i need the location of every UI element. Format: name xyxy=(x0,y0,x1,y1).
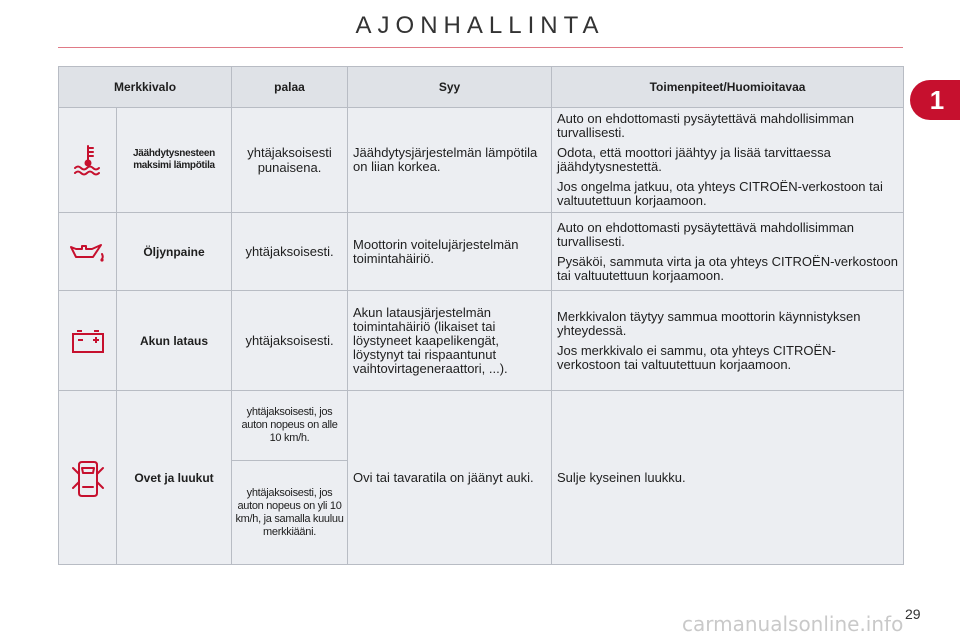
indicator-name: Ovet ja luukut xyxy=(117,391,232,565)
lights-condition: yhtäjaksoisesti. xyxy=(232,291,348,391)
header-action: Toimenpiteet/Huomioitavaa xyxy=(552,67,904,108)
header-lights: palaa xyxy=(232,67,348,108)
lights-condition: yhtäjaksoisesti, jos auton nopeus on alle 10 km/h. xyxy=(232,391,348,461)
oil-pressure-icon xyxy=(69,240,107,264)
action-line: Jos merkkivalo ei sammu, ota yhteys CITROËN-verkostoon tai valtuutettuun korjaamoon. xyxy=(557,342,836,372)
indicator-name: Jäähdytysnesteen maksimi lämpötila xyxy=(117,108,232,213)
lights-condition: yhtäjaksoisesti punaisena. xyxy=(232,108,348,213)
title-divider xyxy=(58,47,903,48)
page-number: 29 xyxy=(905,606,921,622)
action-line: Pysäköi, sammuta virta ja ota yhteys CITROËN-verkostoon tai valtuutettuun korjaamoon. xyxy=(557,253,899,283)
action-line: Auto on ehdottomasti pysäytettävä mahdollisimman turvallisesti. xyxy=(557,111,855,140)
table-row xyxy=(59,108,904,213)
table-row xyxy=(59,291,904,391)
action-text: Sulje kyseinen luukku. xyxy=(552,391,904,565)
action-line: Jos ongelma jatkuu, ota yhteys CITROËN-verkostoon tai valtuutettuun korjaamoon. xyxy=(557,179,883,208)
lights-condition: yhtäjaksoisesti. xyxy=(232,213,348,291)
chapter-tab[interactable]: 1 xyxy=(910,80,960,120)
action-line: Odota, että moottori jäähtyy ja lisää tarvittaessa jäähdytysnestettä. xyxy=(557,145,831,174)
header-cause: Syy xyxy=(348,67,552,108)
coolant-temperature-icon xyxy=(71,143,105,177)
action-line: Merkkivalon täytyy sammua moottorin käynnistyksen yhteydessä. xyxy=(557,308,861,338)
icon-cell xyxy=(59,391,117,565)
cause-text: Akun latausjärjestelmän toimintahäiriö (likaiset tai löystyneet kaapelikengät, löystynyt tai rispaantunut vaihtovirtageneraattori, ...). xyxy=(348,291,552,391)
table-row xyxy=(59,391,904,461)
header-indicator: Merkkivalo xyxy=(59,67,232,108)
cause-text: Ovi tai tavaratila on jäänyt auki. xyxy=(348,391,552,565)
lights-condition: yhtäjaksoisesti, jos auton nopeus on yli 10 km/h, ja samalla kuuluu merkkiääni. xyxy=(232,461,348,565)
action-text xyxy=(552,213,904,291)
watermark: carmanualsonline.info xyxy=(682,612,904,636)
cause-text: Moottorin voitelujärjestelmän toimintahäiriö. xyxy=(348,213,552,291)
icon-cell xyxy=(59,213,117,291)
action-line: Auto on ehdottomasti pysäytettävä mahdollisimman turvallisesti. xyxy=(557,219,855,249)
icon-cell xyxy=(59,291,117,391)
cause-text: Jäähdytysjärjestelmän lämpötila on liian korkea. xyxy=(348,108,552,213)
table-header-row xyxy=(59,67,904,108)
icon-cell xyxy=(59,108,117,213)
battery-icon xyxy=(70,328,106,354)
indicator-name: Akun lataus xyxy=(117,291,232,391)
action-text xyxy=(552,291,904,391)
indicator-name: Öljynpaine xyxy=(117,213,232,291)
warning-lights-table xyxy=(58,66,904,565)
door-open-icon xyxy=(71,458,105,498)
action-text xyxy=(552,108,904,213)
page-title: AJONHALLINTA xyxy=(355,12,605,39)
table-row xyxy=(59,213,904,291)
